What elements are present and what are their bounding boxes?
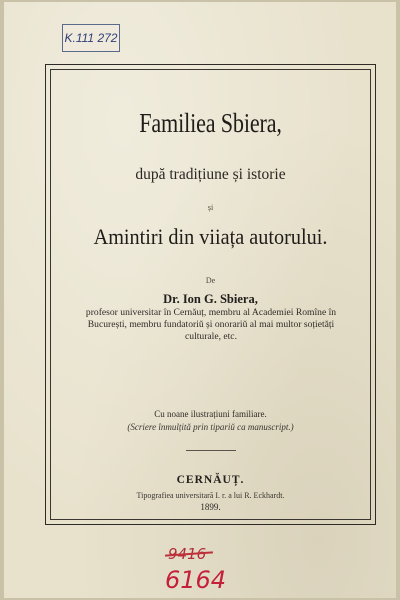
library-stamp	[62, 24, 120, 52]
printer-line: Tipografiea universitară I. r. a lui R. Eckhardt.	[136, 491, 285, 500]
book-subtitle: după tradițiune și istorie	[135, 166, 286, 183]
memoirs-title: Amintiri din viiața autorului.	[93, 224, 328, 249]
illustrations-note: Cu noane ilustrațiuni familiare.	[154, 409, 267, 419]
author-name: Dr. Ion G. Sbiera,	[163, 292, 258, 306]
credentials-line: culturale, etc.	[185, 331, 237, 342]
book-title: Familiea Sbiera,	[139, 108, 282, 138]
handwritten-old-number: 9416	[168, 545, 207, 563]
conjunction: și	[207, 203, 214, 212]
by-label: De	[205, 276, 216, 285]
publication-year: 1899.	[200, 502, 221, 512]
credentials-line: profesor universitar în Cernăuț, membru al Academiei Romîne în	[85, 307, 337, 318]
publication-city: CERNĂUȚ.	[176, 474, 245, 486]
printing-note: (Scriere înmulțită prin tipariŭ ca manuscript.)	[127, 422, 294, 432]
divider-rule	[186, 450, 236, 451]
library-stamp-text: K.111 272	[64, 31, 118, 45]
credentials-line: București, membru fundatoriŭ și onorariŭ al mai multor soțietăți	[87, 319, 335, 330]
author-credentials	[66, 307, 356, 343]
handwritten-number: 6164	[165, 566, 227, 594]
